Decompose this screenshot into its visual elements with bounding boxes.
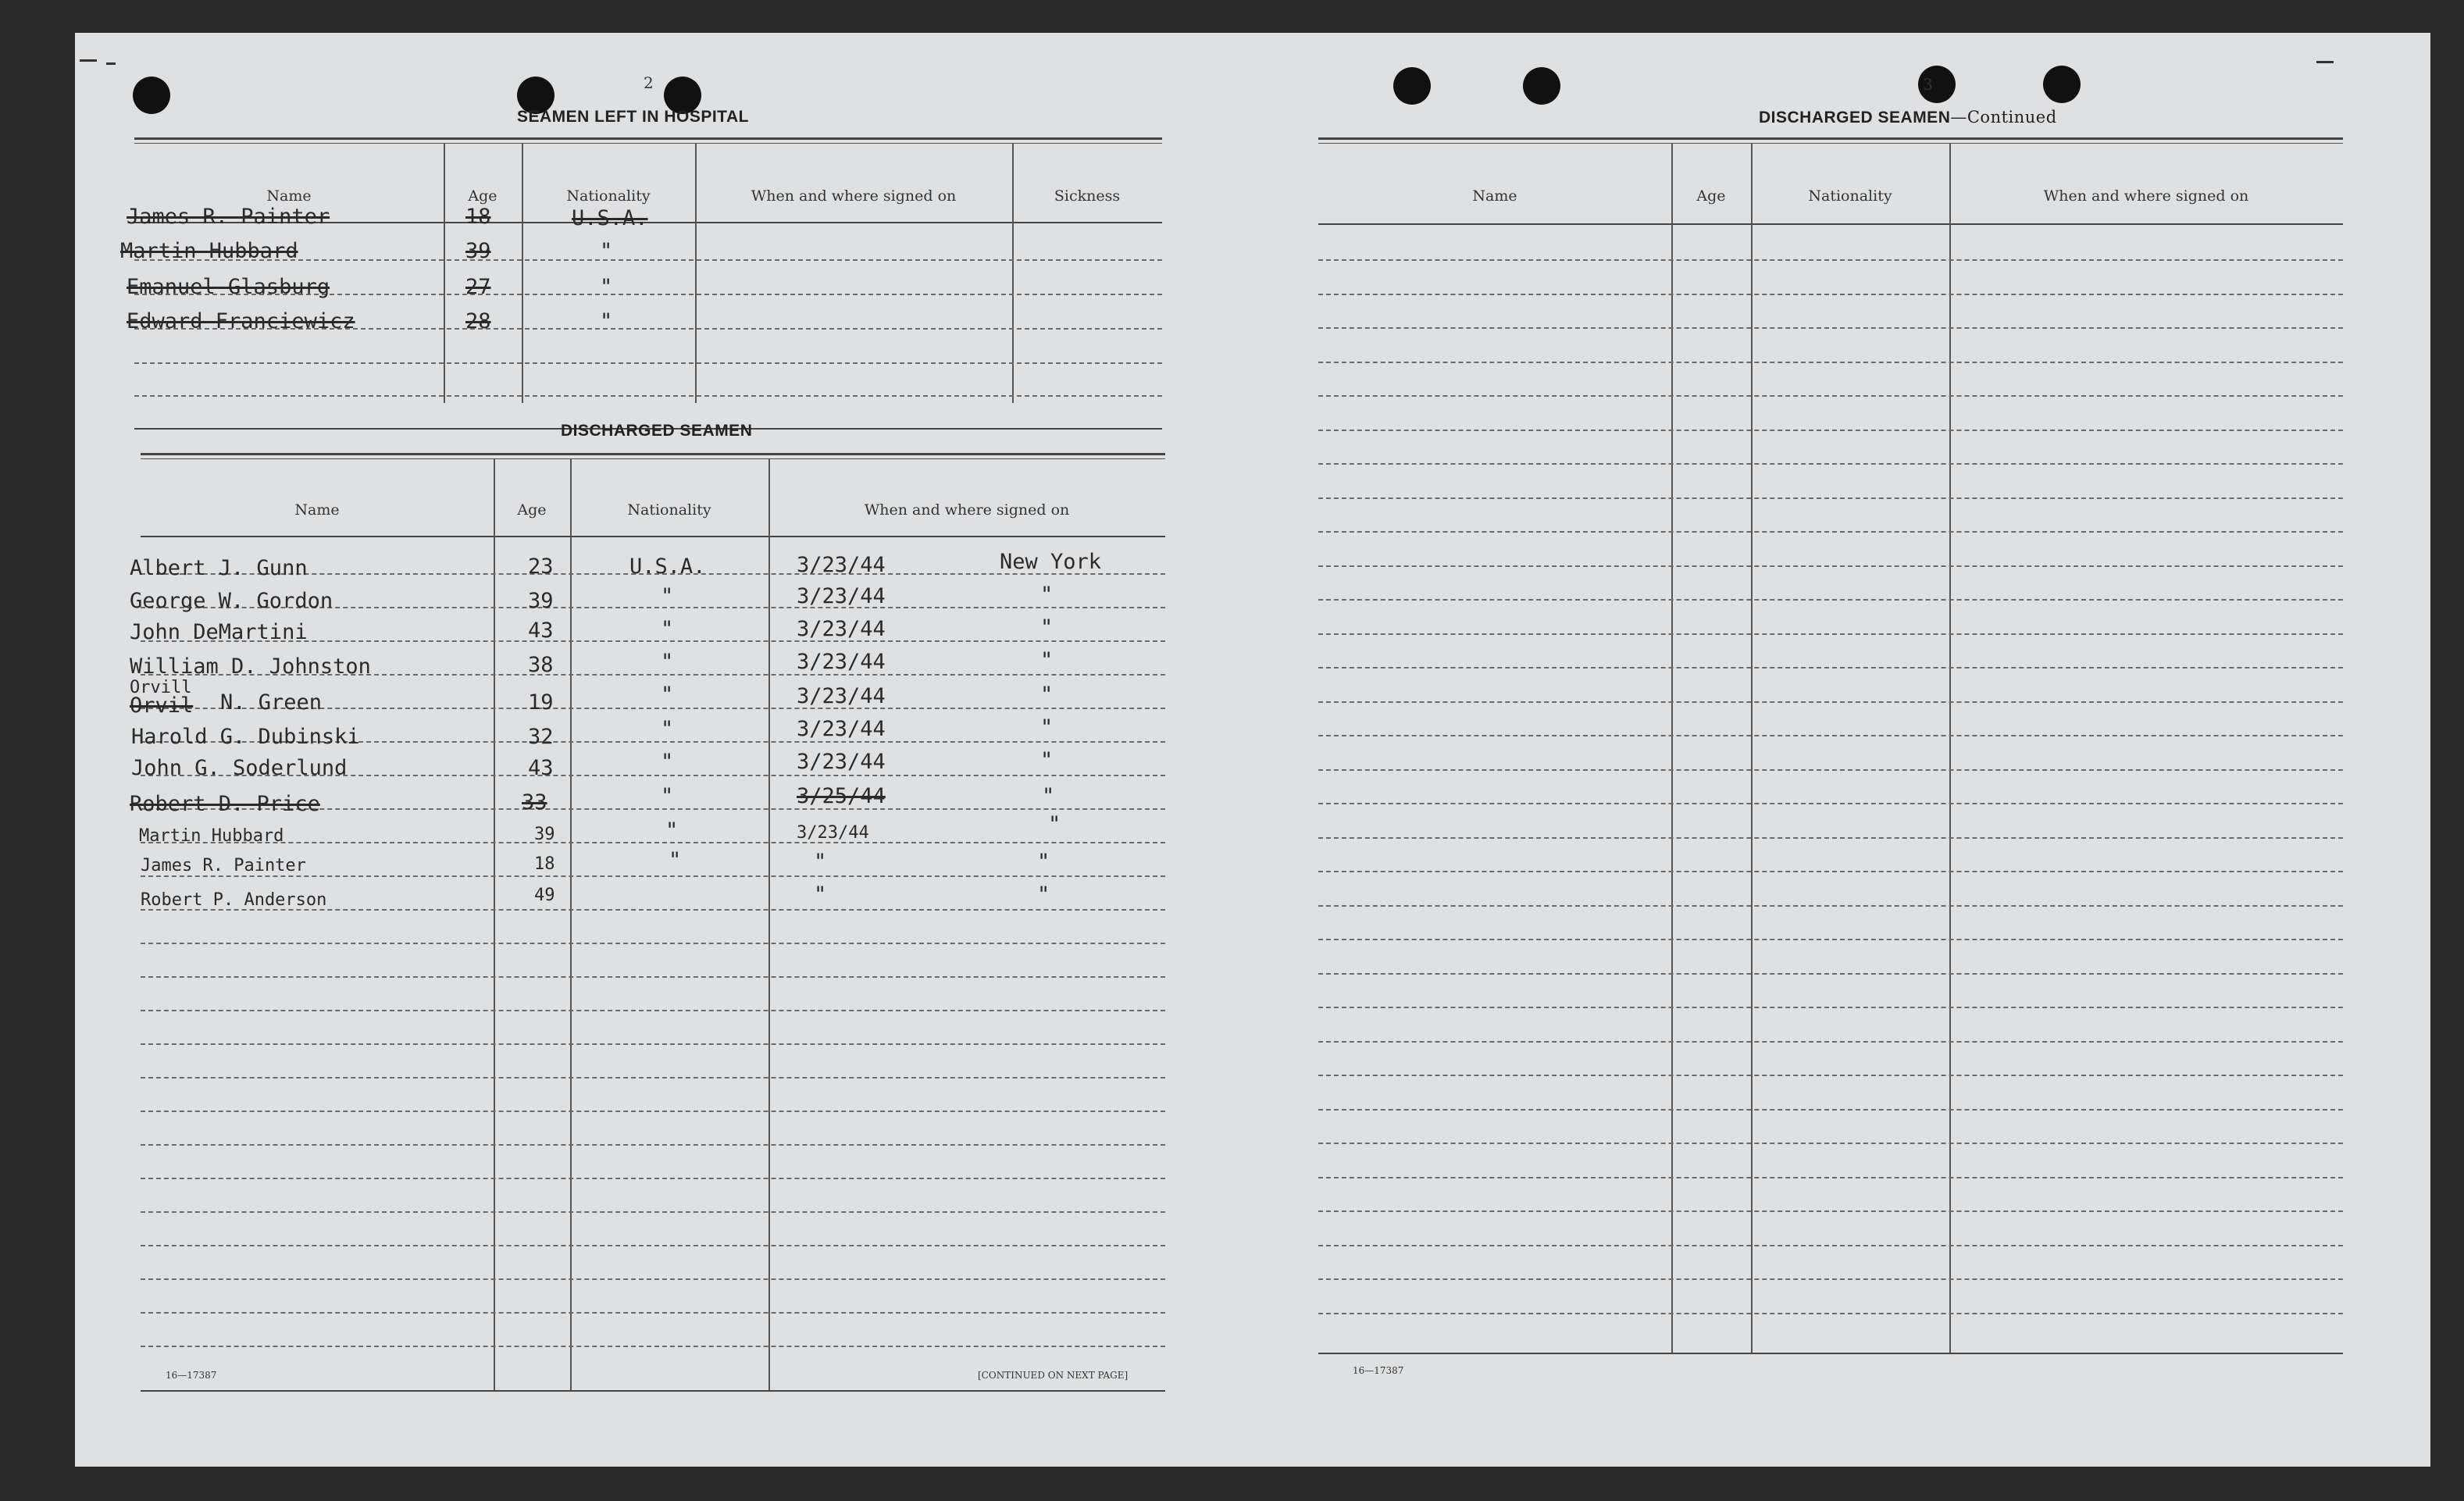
ruling-line xyxy=(1318,1007,2343,1008)
ruling-line xyxy=(1318,633,2343,635)
discharged-row-date: 3/23/44 xyxy=(797,684,886,708)
ruling-line xyxy=(141,1245,1165,1246)
ruling-line xyxy=(1318,1210,2343,1212)
hospital-row-nationality: " xyxy=(600,275,613,299)
ruling-line xyxy=(1318,1177,2343,1178)
ruling-line xyxy=(1318,701,2343,703)
discharged-row-age: 38 xyxy=(528,653,554,677)
right-page xyxy=(1253,33,2430,1467)
discharged-row-date: " xyxy=(814,882,827,907)
col-header-nationality: Nationality xyxy=(627,501,711,519)
page-number: 2 xyxy=(644,73,654,92)
discharged-row-nationality: " xyxy=(661,784,674,808)
col-header-name: Name xyxy=(294,501,340,519)
discharged-row-name: John G. Soderlund xyxy=(131,756,348,780)
ruling-line xyxy=(141,976,1165,978)
col-header-age: Age xyxy=(517,501,547,519)
col-header-name: Name xyxy=(1472,187,1517,205)
ruling-line xyxy=(1318,294,2343,295)
ruling-line xyxy=(1318,1245,2343,1246)
hospital-row-age: 18 xyxy=(465,205,491,229)
discharged-row-name: Harold G. Dubinski xyxy=(131,725,360,749)
col-header-age: Age xyxy=(1696,187,1726,205)
discharged-row-name: John DeMartini xyxy=(130,620,308,644)
discharged-continued-table xyxy=(1318,137,2343,1387)
discharged-row-nationality: " xyxy=(661,717,674,741)
ruling-line xyxy=(141,1312,1165,1314)
ruling-line xyxy=(1318,565,2343,567)
ruling-line xyxy=(141,1077,1165,1079)
ruling-line xyxy=(1318,1109,2343,1111)
hospital-row-name: Martin Hubbard xyxy=(120,239,298,263)
ruling-line xyxy=(1318,837,2343,839)
discharged-row-date: 3/23/44 xyxy=(797,553,886,577)
col-header-sickness: Sickness xyxy=(1054,187,1121,205)
scan-mark xyxy=(2316,61,2334,63)
page-number: 3 xyxy=(1923,75,1933,94)
hospital-row-age: 39 xyxy=(465,239,491,263)
ruling-line xyxy=(1318,463,2343,465)
discharged-row-place: New York xyxy=(1000,550,1102,574)
left-page xyxy=(75,33,1253,1467)
discharged-row-nationality: " xyxy=(661,750,674,774)
discharged-row-age: 32 xyxy=(528,725,554,749)
col-header-nationality: Nationality xyxy=(1808,187,1892,205)
ruling-line xyxy=(1318,735,2343,736)
discharged-row-name: Robert P. Anderson xyxy=(141,890,327,910)
discharged-row-place: " xyxy=(1042,784,1055,808)
hospital-row-nationality: " xyxy=(600,239,613,263)
hospital-row-name: Emanuel Glasburg xyxy=(127,275,330,299)
ruling-line xyxy=(141,1211,1165,1213)
hospital-row-age: 28 xyxy=(465,309,491,333)
discharged-row-age: 43 xyxy=(528,756,554,780)
ruling-line xyxy=(1318,497,2343,499)
col-header-nationality: Nationality xyxy=(566,187,651,205)
ruling-line xyxy=(1318,1041,2343,1043)
ruling-line xyxy=(1318,1313,2343,1314)
ruling-line xyxy=(141,943,1165,944)
ruling-line xyxy=(141,1144,1165,1146)
discharged-row-age: 49 xyxy=(534,886,555,905)
ruling-line xyxy=(1318,905,2343,907)
discharged-row-date: 3/23/44 xyxy=(797,750,886,774)
discharged-row-nationality: " xyxy=(661,617,674,641)
ruling-line xyxy=(1318,1075,2343,1076)
discharged-row-name-correction: Orvill xyxy=(130,678,192,697)
discharged-row-name: N. Green xyxy=(220,690,323,715)
discharged-row-nationality: " xyxy=(665,818,679,843)
ruling-line xyxy=(1318,362,2343,363)
discharged-row-age: 23 xyxy=(528,554,554,579)
discharged-row-name: James R. Painter xyxy=(141,856,306,875)
discharged-row-name: Robert D. Price xyxy=(130,792,320,816)
discharged-row-age: 39 xyxy=(528,589,554,613)
ruling-line xyxy=(1318,327,2343,329)
ruling-line xyxy=(141,1178,1165,1179)
ruling-line xyxy=(1318,667,2343,668)
discharged-row-age: 43 xyxy=(528,619,554,643)
discharged-row-place: " xyxy=(1037,850,1050,874)
hospital-row-nationality: " xyxy=(600,309,613,333)
discharged-row-place: " xyxy=(1040,648,1054,672)
hospital-row-nationality: U.S.A. xyxy=(572,206,648,230)
ruling-line xyxy=(1318,395,2343,397)
ruling-line xyxy=(1318,939,2343,940)
ruling-line xyxy=(141,875,1165,877)
form-number: 16—17387 xyxy=(1353,1365,1404,1376)
form-number: 16—17387 xyxy=(166,1370,217,1381)
ruling-line xyxy=(1318,973,2343,975)
document-sheet xyxy=(75,33,2430,1467)
ruling-line xyxy=(141,1111,1165,1112)
discharged-row-age: 39 xyxy=(534,825,555,844)
discharged-row-date: 3/23/44 xyxy=(797,823,869,843)
discharged-row-place: " xyxy=(1040,715,1054,740)
discharged-row-nationality: " xyxy=(661,683,674,707)
ruling-line xyxy=(141,1278,1165,1280)
col-header-signed-on: When and where signed on xyxy=(2043,187,2249,205)
discharged-row-date: 3/23/44 xyxy=(797,650,886,674)
ruling-line xyxy=(1318,531,2343,533)
discharged-row-date: 3/23/44 xyxy=(797,584,886,608)
discharged-row-place: " xyxy=(1048,812,1061,836)
continued-section-title xyxy=(1759,108,2057,127)
punch-hole xyxy=(133,77,170,114)
continued-note: [CONTINUED ON NEXT PAGE] xyxy=(978,1370,1129,1381)
ruling-line xyxy=(1318,1278,2343,1280)
discharged-row-nationality: U.S.A. xyxy=(629,554,706,579)
discharged-row-age: 18 xyxy=(534,854,555,874)
ruling-line xyxy=(141,1346,1165,1347)
ruling-line xyxy=(1318,871,2343,872)
discharged-row-name: George W. Gordon xyxy=(130,589,333,613)
col-header-signed-on: When and where signed on xyxy=(751,187,957,205)
ruling-line xyxy=(1318,599,2343,601)
ruling-line xyxy=(141,1043,1165,1045)
discharged-row-name: Martin Hubbard xyxy=(139,826,284,846)
discharged-row-nationality: " xyxy=(669,848,682,872)
ruling-line xyxy=(1318,430,2343,431)
hospital-row-name: James R. Painter xyxy=(127,205,330,229)
col-header-signed-on: When and where signed on xyxy=(864,501,1070,519)
discharged-row-place: " xyxy=(1040,583,1054,607)
col-header-name: Name xyxy=(266,187,312,205)
ruling-line xyxy=(1318,259,2343,261)
discharged-section-title: DISCHARGED SEAMEN xyxy=(561,422,753,440)
ruling-line xyxy=(1318,769,2343,771)
discharged-row-date: 3/23/44 xyxy=(797,617,886,641)
ruling-line xyxy=(141,842,1165,843)
ruling-line xyxy=(1318,1143,2343,1144)
discharged-row-date: " xyxy=(814,850,827,874)
ruling-line xyxy=(1318,803,2343,804)
punch-hole xyxy=(1523,67,1560,105)
discharged-row-place: " xyxy=(1040,748,1054,772)
hospital-section-title: SEAMEN LEFT IN HOSPITAL xyxy=(517,108,749,126)
discharged-row-age: 33 xyxy=(522,790,547,815)
discharged-row-nationality: " xyxy=(661,650,674,674)
punch-hole xyxy=(1393,67,1431,105)
discharged-row-place: " xyxy=(1040,615,1054,640)
discharged-row-date: 3/23/44 xyxy=(797,717,886,741)
discharged-row-date: 3/25/44 xyxy=(797,784,886,808)
discharged-row-name: William D. Johnston xyxy=(130,654,371,679)
discharged-row-place: " xyxy=(1037,882,1050,907)
discharged-row-nationality: " xyxy=(661,584,674,608)
scan-mark xyxy=(106,62,116,65)
continued-title-main: DISCHARGED SEAMEN xyxy=(1759,109,1951,127)
scan-mark xyxy=(80,59,97,62)
ruling-line xyxy=(141,1010,1165,1011)
discharged-row-age: 19 xyxy=(528,690,554,715)
discharged-row-place: " xyxy=(1040,683,1054,707)
discharged-row-name: Albert J. Gunn xyxy=(130,556,308,580)
col-header-age: Age xyxy=(468,187,497,205)
hospital-row-age: 27 xyxy=(465,275,491,299)
hospital-row-name: Edward Franciewicz xyxy=(127,309,355,333)
punch-hole xyxy=(2043,66,2081,103)
discharged-row-name-struck: Orvil xyxy=(130,693,194,718)
continued-title-suffix: —Continued xyxy=(1950,108,2057,127)
